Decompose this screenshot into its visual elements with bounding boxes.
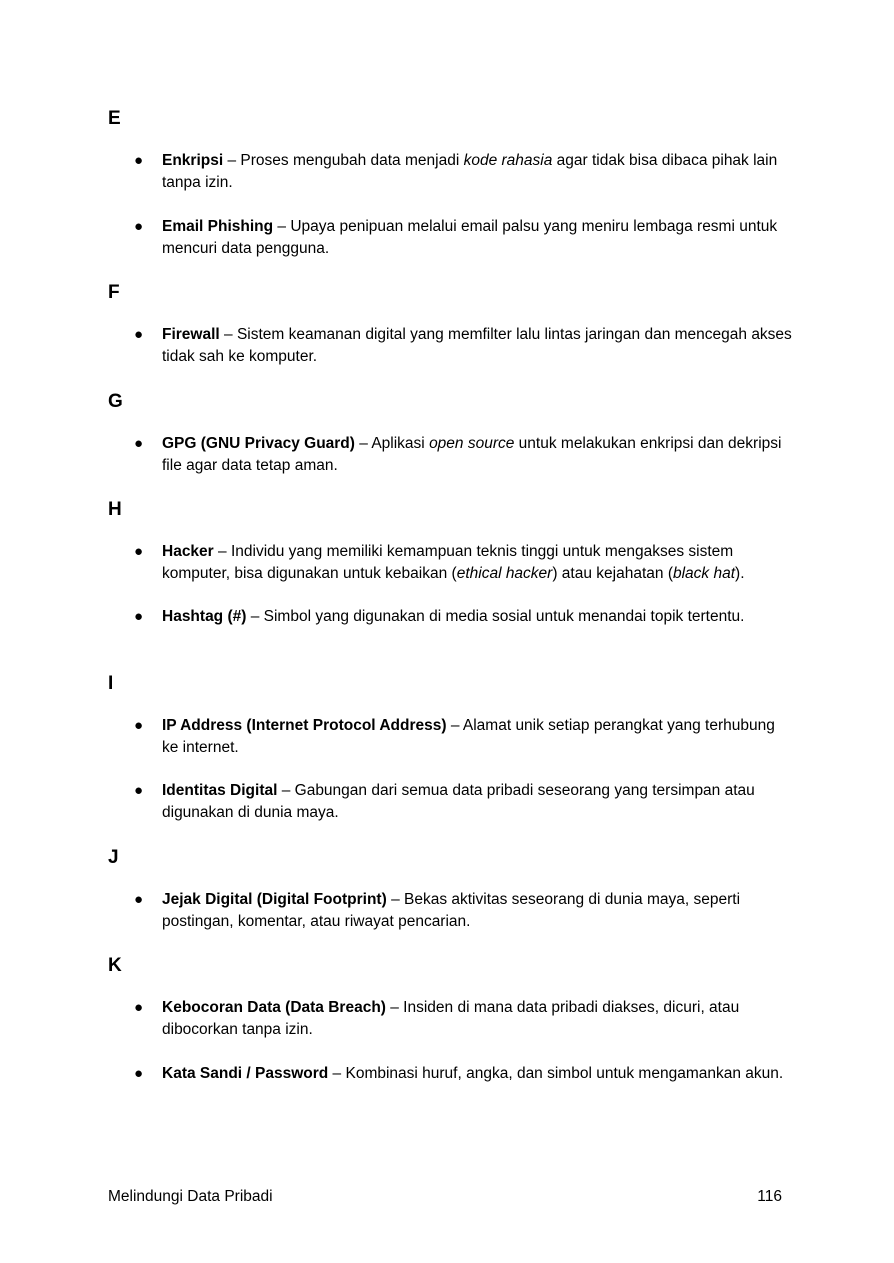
bullet-icon: ●: [134, 1065, 144, 1082]
bullet-icon: ●: [134, 326, 144, 343]
definition-text: – Aplikasi: [354, 435, 430, 452]
glossary-entry-firewall: [134, 324, 794, 368]
definition-italic-term: ethical hacker: [456, 565, 553, 582]
bullet-icon: ●: [134, 218, 144, 235]
section-letter-i: I: [108, 673, 114, 694]
section-letter-e: E: [108, 108, 121, 129]
bullet-icon: ●: [134, 891, 144, 908]
glossary-entry-email-phishing: [134, 216, 794, 260]
definition-text: – Proses mengubah data menjadi: [223, 152, 464, 169]
glossary-entry-enkripsi: [134, 150, 794, 194]
glossary-term: Hacker: [162, 543, 214, 560]
section-letter-k: K: [108, 955, 122, 976]
definition-italic-term: black hat: [672, 565, 736, 582]
glossary-entry-kata-sandi: [134, 1063, 794, 1085]
glossary-entry-jejak-digital: [134, 889, 794, 933]
definition-text: – Simbol yang digunakan di media sosial untuk menandai topik tertentu.: [246, 608, 745, 625]
definition-text: – Insiden di mana data pribadi diakses, dicuri, atau dibocorkan tanpa izin.: [162, 999, 740, 1038]
definition-text: – Kombinasi huruf, angka, dan simbol untuk mengamankan akun.: [328, 1065, 784, 1082]
section-letter-f: F: [108, 282, 120, 303]
bullet-icon: ●: [134, 152, 144, 169]
glossary-term: Kebocoran Data (Data Breach): [162, 999, 386, 1016]
definition-text: ).: [735, 565, 745, 582]
bullet-icon: ●: [134, 543, 144, 560]
glossary-entry-ip-address: [134, 715, 794, 759]
definition-text: untuk melakukan enkripsi dan dekripsi file agar data tetap aman.: [162, 435, 782, 474]
definition-text: – Sistem keamanan digital yang memfilter lalu lintas jaringan dan mencegah akses tidak sah ke komputer.: [162, 326, 792, 365]
glossary-term: Kata Sandi / Password: [162, 1065, 329, 1082]
glossary-term: Hashtag (#): [162, 608, 247, 625]
bullet-icon: ●: [134, 782, 144, 799]
glossary-term: Enkripsi: [162, 152, 224, 169]
definition-text: – Bekas aktivitas seseorang di dunia maya, seperti postingan, komentar, atau riwayat pencarian.: [162, 891, 741, 930]
glossary-entry-kebocoran-data: [134, 997, 794, 1041]
definition-italic-term: kode rahasia: [463, 152, 553, 169]
bullet-icon: ●: [134, 435, 144, 452]
definition-text: – Gabungan dari semua data pribadi seseorang yang tersimpan atau digunakan di dunia maya.: [162, 782, 755, 821]
footer-book-title: Melindungi Data Pribadi: [108, 1188, 273, 1205]
definition-text: agar tidak bisa dibaca pihak lain tanpa izin.: [162, 152, 778, 191]
glossary-term: Identitas Digital: [162, 782, 278, 799]
glossary-entry-hacker: [134, 541, 794, 585]
bullet-icon: ●: [134, 717, 144, 734]
glossary-entry-identitas-digital: [134, 780, 794, 824]
glossary-term: Firewall: [162, 326, 220, 343]
section-letter-g: G: [108, 391, 123, 412]
definition-text: – Alamat unik setiap perangkat yang terhubung ke internet.: [162, 717, 775, 756]
glossary-term: Jejak Digital (Digital Footprint): [162, 891, 387, 908]
glossary-entry-hashtag: [134, 606, 794, 628]
glossary-term: GPG (GNU Privacy Guard): [162, 435, 355, 452]
section-letter-j: J: [108, 847, 119, 868]
bullet-icon: ●: [134, 999, 144, 1016]
glossary-term: Email Phishing: [162, 218, 274, 235]
glossary-entry-gpg: [134, 433, 794, 477]
definition-text: – Upaya penipuan melalui email palsu yang meniru lembaga resmi untuk mencuri data pengguna.: [162, 218, 778, 257]
section-letter-h: H: [108, 499, 122, 520]
glossary-term: IP Address (Internet Protocol Address): [162, 717, 447, 734]
definition-text: ) atau kejahatan (: [552, 565, 673, 582]
footer-page-number: 116: [757, 1188, 782, 1205]
bullet-icon: ●: [134, 608, 144, 625]
definition-italic-term: open source: [429, 435, 515, 452]
definition-text: – Individu yang memiliki kemampuan teknis tinggi untuk mengakses sistem komputer, bisa digunakan untuk kebaikan (: [162, 543, 734, 582]
